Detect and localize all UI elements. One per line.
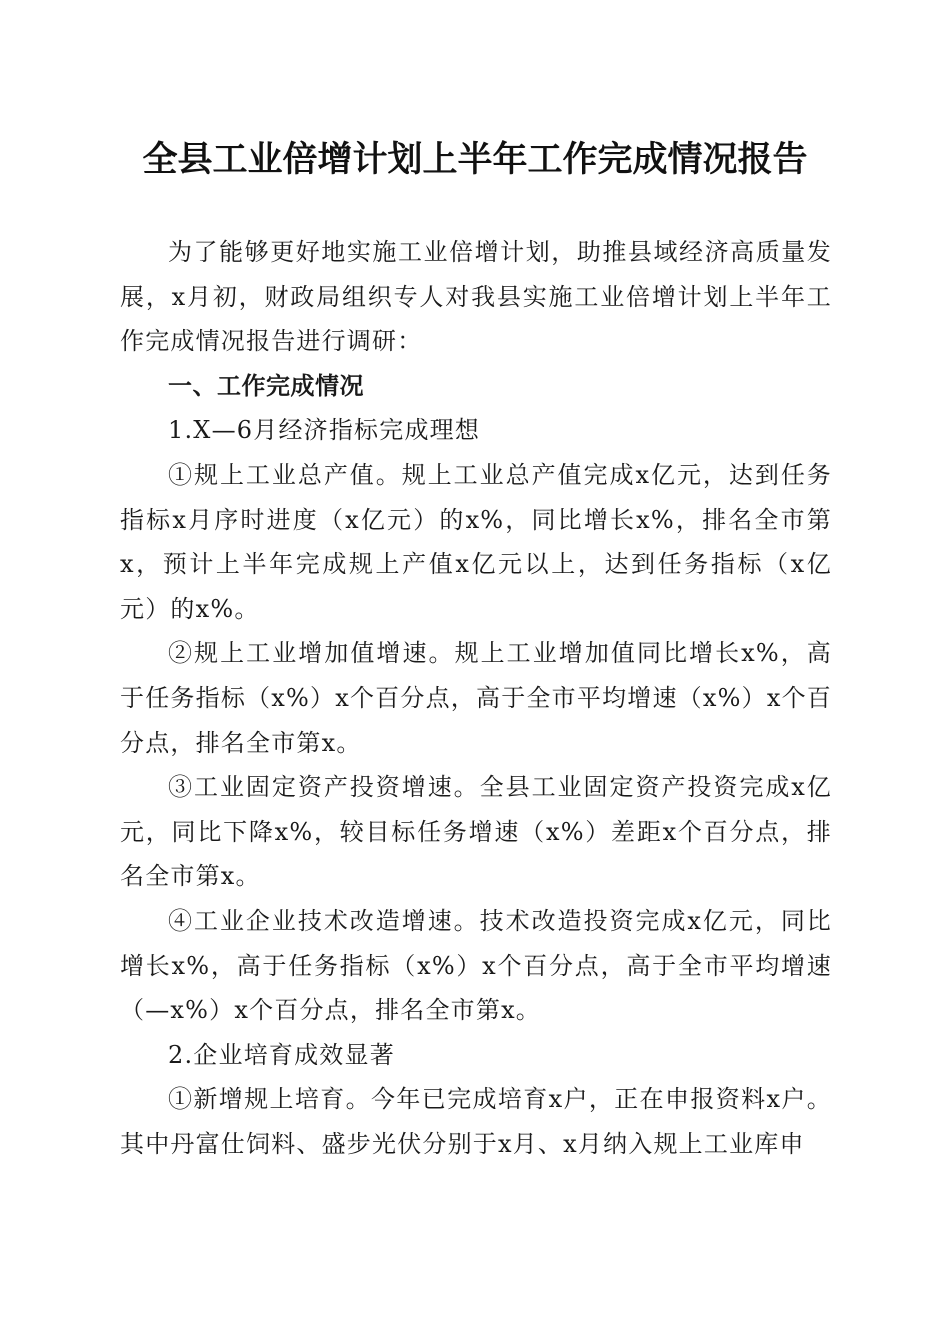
intro-paragraph: 为了能够更好地实施工业倍增计划，助推县域经济高质量发展，x月初，财政局组织专人对我县实施工业倍增计划上半年工作完成情况报告进行调研： [120, 238, 832, 356]
subsection-heading-2: 2.企业培育成效显著 [168, 1040, 395, 1069]
section-heading-1: 一、工作完成情况 [168, 371, 364, 400]
paragraph-fixed-investment: ③工业固定资产投资增速。全县工业固定资产投资完成x亿元，同比下降x%，较目标任务增速（x%）差距x个百分点，排名全市第x。 [120, 773, 832, 891]
paragraph-new-enterprises: ①新增规上培育。今年已完成培育x户，正在申报资料x户。其中丹富仕饲料、盛步光伏分别于x月、x月纳入规上工业库申 [120, 1085, 832, 1158]
subsection-heading-1: 1.X—6月经济指标完成理想 [168, 416, 481, 445]
paragraph-value-added: ②规上工业增加值增速。规上工业增加值同比增长x%，高于任务指标（x%）x个百分点，高于全市平均增速（x%）x个百分点，排名全市第x。 [120, 639, 832, 757]
paragraph-total-output: ①规上工业总产值。规上工业总产值完成x亿元，达到任务指标x月序时进度（x亿元）的x%，同比增长x%，排名全市第x，预计上半年完成规上产值x亿元以上，达到任务指标（x亿元）的x%。 [120, 460, 832, 623]
paragraph-tech-renovation: ④工业企业技术改造增速。技术改造投资完成x亿元，同比增长x%，高于任务指标（x%）x个百分点，高于全市平均增速（—x%）x个百分点，排名全市第x。 [120, 906, 832, 1025]
document-title: 全县工业倍增计划上半年工作完成情况报告 [142, 139, 808, 180]
document-body [120, 230, 832, 1166]
